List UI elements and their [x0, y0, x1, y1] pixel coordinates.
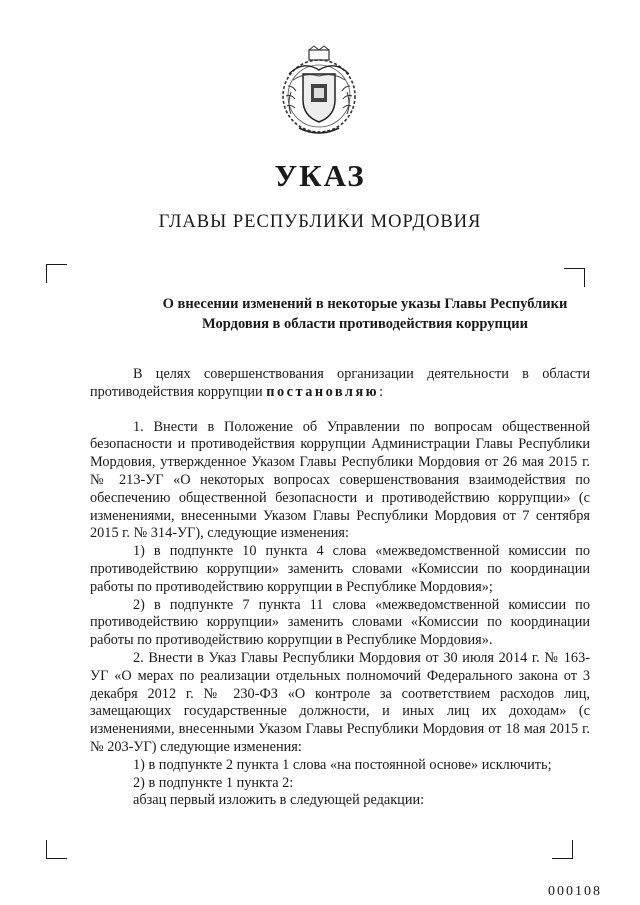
document-heading — [120, 294, 610, 334]
heading-line-1: О внесении изменений в некоторые указы Главы Республики — [162, 296, 568, 312]
corner-mark-bottom-right — [552, 840, 573, 859]
corner-mark-top-left — [46, 264, 67, 283]
document-subtitle: ГЛАВЫ РЕСПУБЛИКИ МОРДОВИЯ — [158, 212, 482, 232]
paragraph-1-item-1: 1) в подпункте 10 пункта 4 слова «межведомственной комиссии по противодействию коррупции» заменить словами «Комиссии по координации работы по противодействию коррупции в Республике Мордовия»; — [90, 543, 590, 595]
document-title: УКАЗ — [274, 158, 366, 193]
corner-mark-bottom-left — [46, 840, 67, 859]
paragraph-2-item-2: 2) в подпункте 1 пункта 2: — [133, 774, 294, 791]
paragraph-2-item-2-text: абзац первый изложить в следующей редакции: — [133, 792, 425, 809]
paragraph-2: 2. Внести в Указ Главы Республики Мордовия от 30 июля 2014 г. № 163-УГ «О мерах по реализации отдельных полномочий Федерального закона от 3 декабря 2012 г. № 230-ФЗ «О контроле за соответствием расходов лиц, замещающих государственные должности, и иных лиц их доходам» (с изменениями, внесенными Указом Главы Республики Мордовия от 18 мая 2015 г. № 203-УГ) следующие изменения: — [90, 649, 590, 755]
preamble-keyword: постановляю — [266, 383, 380, 400]
preamble-paragraph — [90, 366, 590, 402]
coat-of-arms-icon — [271, 44, 367, 140]
paragraph-1-item-2: 2) в подпункте 7 пункта 11 слова «межведомственной комиссии по противодействию коррупции» заменить словами «Комиссии по координации работы по противодействию коррупции в Республике Мордовия». — [90, 596, 590, 649]
preamble-text: В целях совершенствования организации деятельности в области противодействия коррупции — [90, 366, 590, 400]
heading-line-2: Мордовия в области противодействия коррупции — [202, 316, 528, 332]
page-number: 000108 — [548, 884, 602, 899]
corner-mark-top-right — [564, 268, 585, 287]
document-body — [90, 366, 590, 810]
paragraph-2-item-1: 1) в подпункте 2 пункта 1 слова «на постоянной основе» исключить; — [133, 756, 552, 773]
paragraph-1: 1. Внести в Положение об Управлении по вопросам общественной безопасности и противодействия коррупции Администрации Главы Республики Мордовия, утвержденное Указом Главы Республики Мордовия от 26 мая 2015 г. № 213-УГ «О некоторых вопросах совершенствования взаимодействия по обеспечению общественной безопасности и противодействию коррупции» (с изменениями, внесенными Указом Главы Республики Мордовия от 7 сентября 2015 г. № 314-УГ), следующие изменения: — [90, 418, 590, 542]
preamble-end: : — [379, 383, 384, 400]
